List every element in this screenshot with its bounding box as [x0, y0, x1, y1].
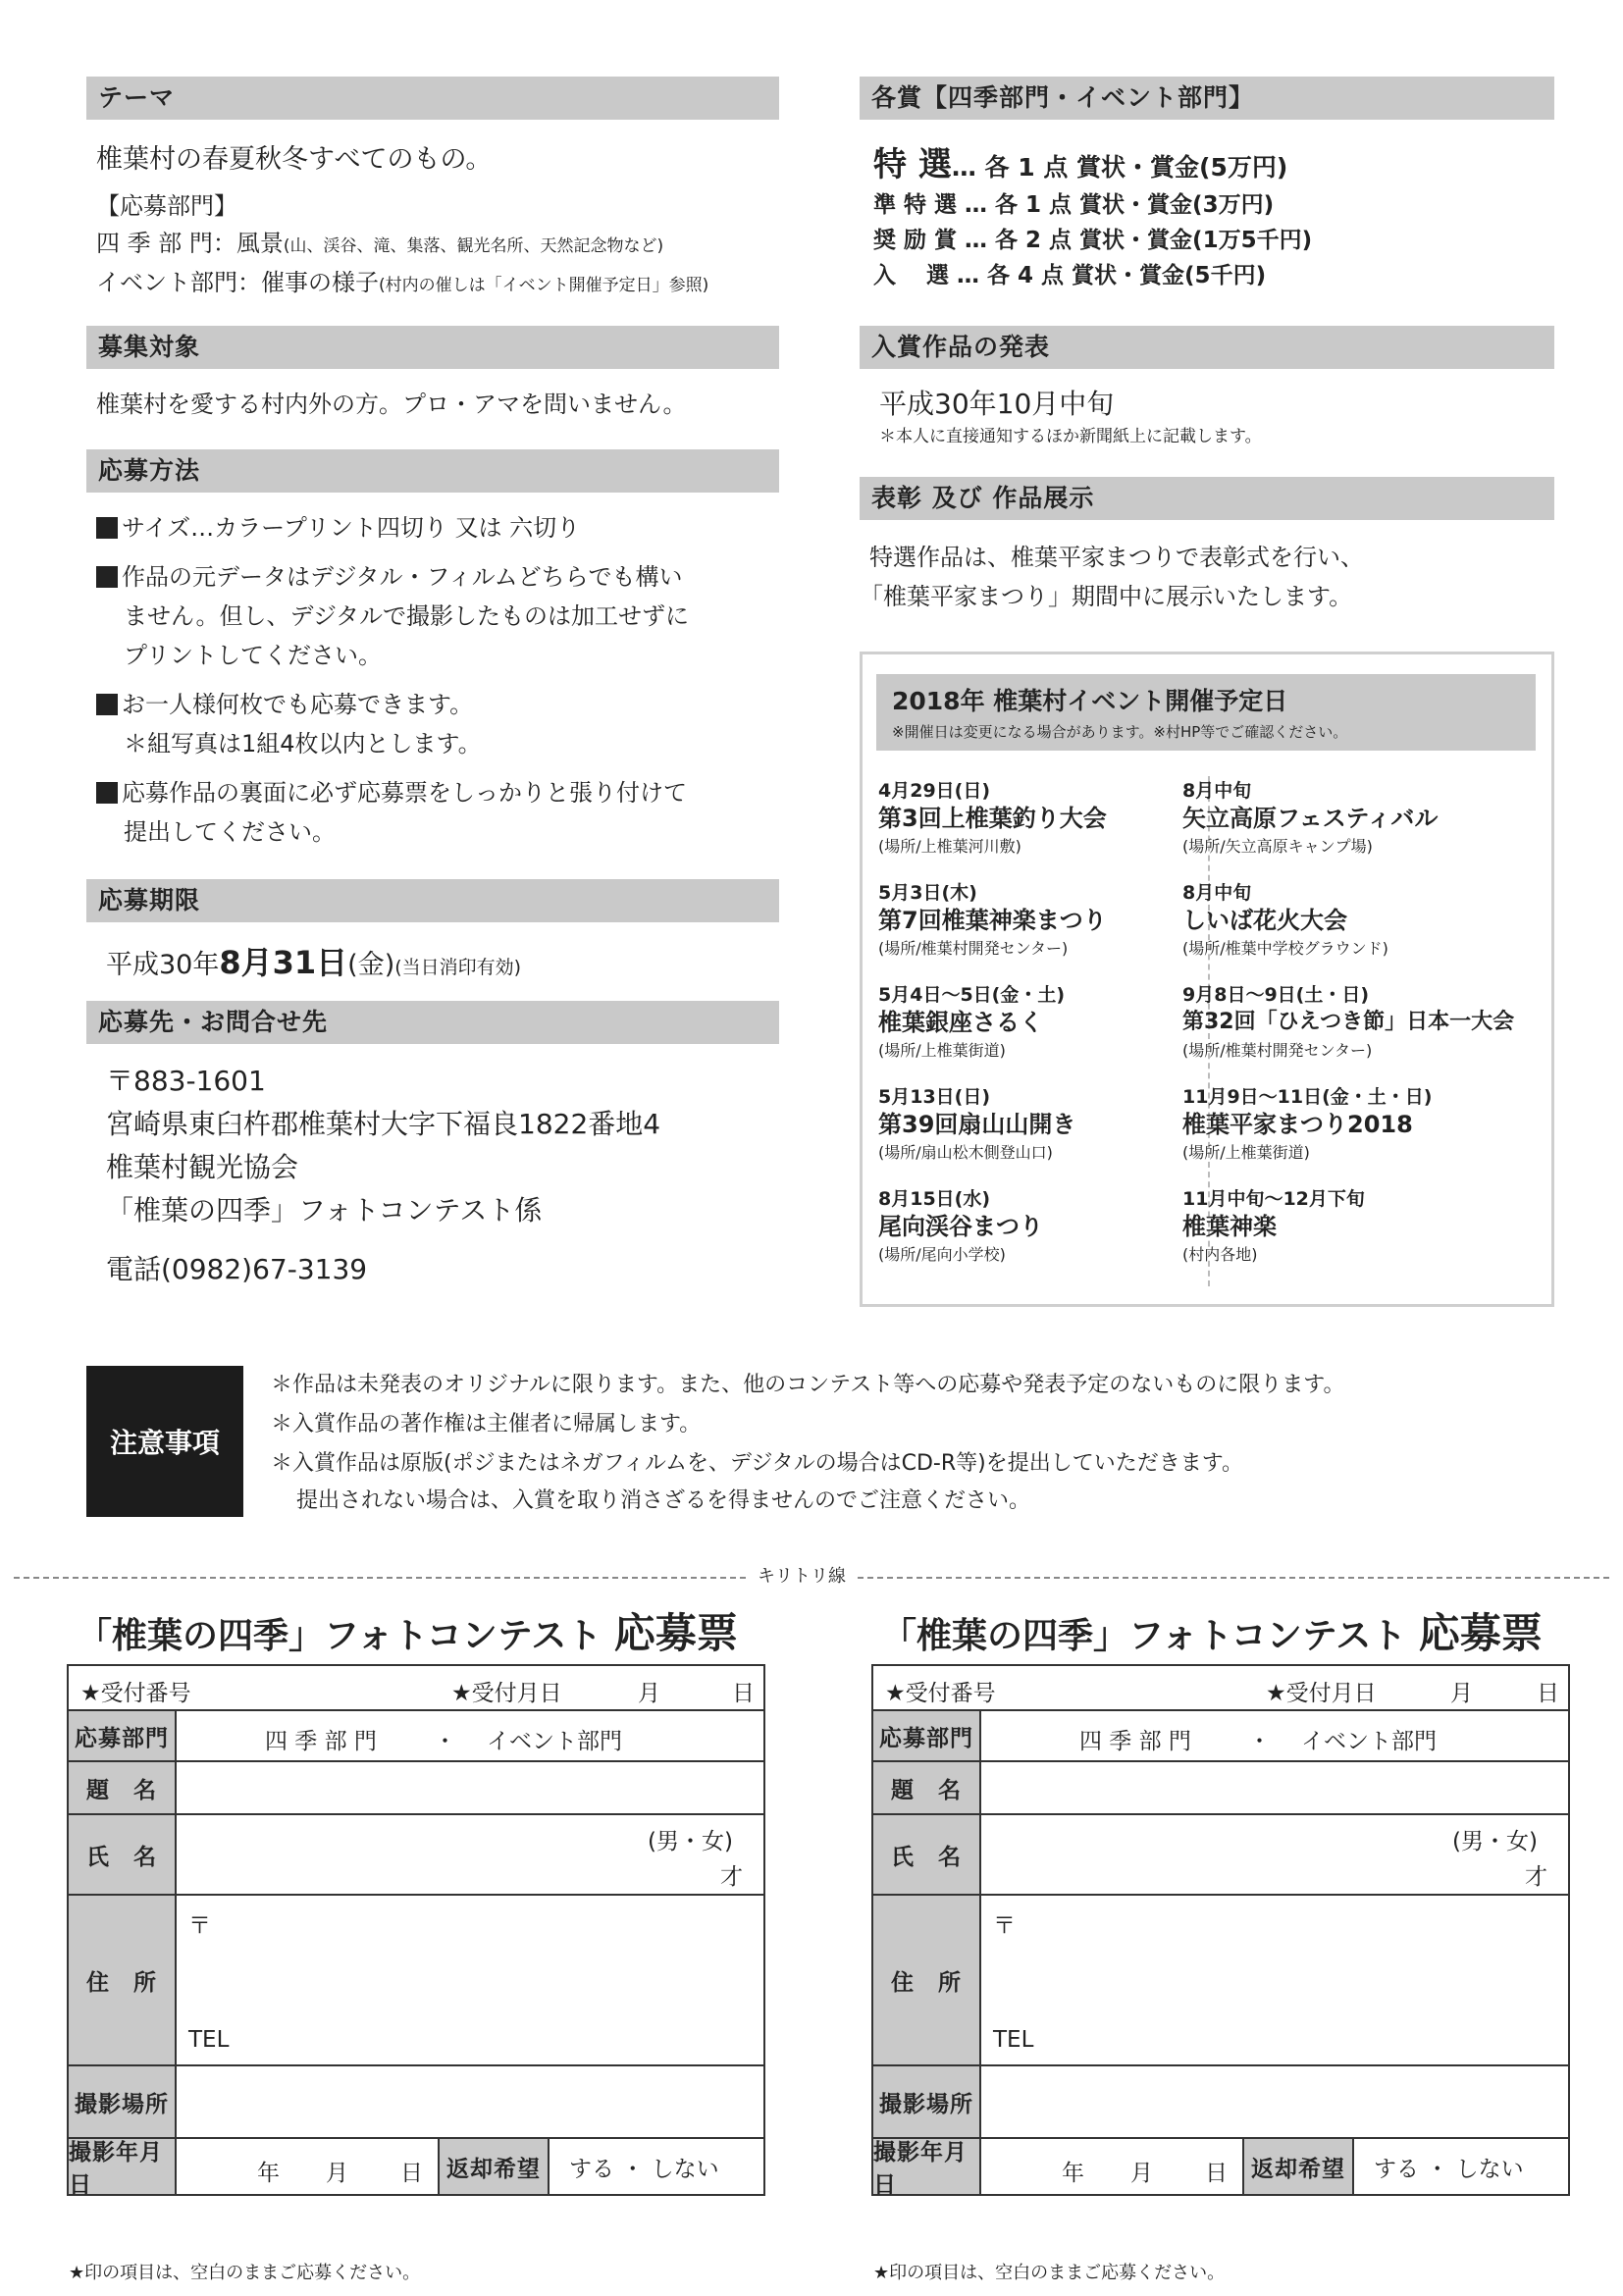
- dept-row[interactable]: 応募部門 四 季 部 門 ・ イベント部門: [69, 1711, 763, 1762]
- contact-address: 宮崎県東臼杵郡椎葉村大字下福良1822番地4: [106, 1108, 661, 1140]
- contact-phone: 電話(0982)67-3139: [106, 1253, 368, 1285]
- form-title-left: 「椎葉の四季」フォトコンテスト 応募票: [77, 1609, 738, 1657]
- notice-line-3: ＊入賞作品は原版(ポジまたはネガフィルムを、デジタルの場合はCD-R等)を提出していただきます。: [271, 1451, 1243, 1476]
- event-schedule-title: 2018年 椎葉村イベント開催予定日: [892, 687, 1288, 715]
- contact-header: 応募先・お問合せ先: [86, 1001, 779, 1044]
- dept-option-seasons[interactable]: 四 季 部 門: [1079, 1729, 1191, 1754]
- address-row[interactable]: 住 所 〒 TEL: [69, 1896, 763, 2066]
- bullet-square-icon: [96, 566, 118, 588]
- prize-special: 特 選… 各 1 点 賞状・賞金(5万円): [873, 145, 1288, 184]
- return-options[interactable]: する ・ しない: [1374, 2157, 1524, 2182]
- dept1-note: (山、渓谷、滝、集落、観光名所、天然記念物など): [283, 236, 664, 256]
- dept-title: 【応募部門】: [96, 192, 237, 220]
- contact-dept: 「椎葉の四季」フォトコンテスト係: [106, 1194, 543, 1226]
- award-line-1: 特選作品は、椎葉平家まつりで表彰式を行い、: [869, 544, 1364, 571]
- name-row[interactable]: 氏 名 (男・女) 才: [873, 1815, 1568, 1896]
- event-item: 5月13日(日) 第39回扇山山開き (場所/扇山松木側登山口): [878, 1086, 1076, 1162]
- event-item: 4月29日(日) 第3回上椎葉釣り大会 (場所/上椎葉河川敷): [878, 780, 1107, 856]
- notice-line-2: ＊入賞作品の著作権は主催者に帰属します。: [271, 1412, 702, 1436]
- event-schedule: [860, 652, 1554, 1307]
- method-item-1: サイズ…カラープリント四切り 又は 六切り: [96, 508, 580, 543]
- name-row[interactable]: 氏 名 (男・女) 才: [69, 1815, 763, 1896]
- dept2-label: イベント部門：: [96, 269, 261, 296]
- bullet-square-icon: [96, 517, 118, 539]
- date-row[interactable]: 撮影年月日 年 月 日 返却希望 する ・ しない: [69, 2140, 719, 2198]
- event-item: 11月中旬～12月下旬 椎葉神楽 (村内各地): [1182, 1188, 1365, 1264]
- event-item: 9月8日～9日(土・日) 第32回「ひえつき節」日本一大会 (場所/椎葉村開発センター): [1182, 984, 1515, 1060]
- deadline-header: 応募期限: [86, 879, 779, 922]
- event-item: 5月4日～5日(金・土) 椎葉銀座さるく (場所/上椎葉街道): [878, 984, 1066, 1060]
- title-row[interactable]: 題 名: [873, 1762, 1568, 1815]
- entry-form-right: [871, 1664, 1570, 2196]
- dept1-line: [96, 224, 663, 258]
- method-item-3: お一人様何枚でも応募できます。: [96, 685, 473, 719]
- event-item: 5月3日(木) 第7回椎葉神楽まつり (場所/椎葉村開発センター): [878, 882, 1107, 958]
- deadline-text: 平成30年8月31日(金)(当日消印有効): [106, 944, 522, 981]
- address-row[interactable]: 住 所 〒 TEL: [873, 1896, 1568, 2066]
- prize-encouragement: 奨 励 賞 … 各 2 点 賞状・賞金(1万5千円): [873, 228, 1313, 253]
- dept2-line: [96, 263, 708, 297]
- announce-note: ＊本人に直接通知するほか新聞紙上に記載します。: [879, 427, 1262, 446]
- dept2-main: 催事の様子: [261, 269, 379, 296]
- date-row[interactable]: 撮影年月日 年 月 日 返却希望 する ・ しない: [873, 2140, 1524, 2198]
- method-header: 応募方法: [86, 449, 779, 493]
- method-item-3-line-2: ＊組写真は1組4枚以内とします。: [124, 730, 482, 757]
- event-item: 8月中旬 矢立高原フェスティバル (場所/矢立高原キャンプ場): [1182, 780, 1439, 856]
- theme-header: テーマ: [86, 77, 779, 120]
- method-item-4-line-2: 提出してください。: [124, 818, 336, 846]
- award-header: 表彰 及び 作品展示: [860, 477, 1554, 520]
- place-row[interactable]: 撮影場所: [69, 2066, 763, 2139]
- announce-text: 平成30年10月中旬: [879, 388, 1115, 420]
- prize-selected: 入 選 … 各 4 点 賞状・賞金(5千円): [873, 263, 1267, 288]
- event-schedule-note: ※開催日は変更になる場合があります。※村HP等でご確認ください。: [892, 723, 1348, 741]
- prizes-header: 各賞【四季部門・イベント部門】: [860, 77, 1554, 120]
- dept-option-seasons[interactable]: 四 季 部 門: [265, 1729, 377, 1754]
- return-options[interactable]: する ・ しない: [569, 2157, 719, 2182]
- bullet-square-icon: [96, 694, 118, 715]
- form-footer-left: ★印の項目は、空白のままご応募ください。: [69, 2263, 421, 2283]
- dept2-note: (村内の催しは「イベント開催予定日」参照): [379, 276, 709, 295]
- place-row[interactable]: 撮影場所: [873, 2066, 1568, 2139]
- method-item-2: 作品の元データはデジタル・フィルムどちらでも構い: [96, 557, 682, 592]
- prize-semi-special: 準 特 選 … 各 1 点 賞状・賞金(3万円): [873, 192, 1275, 218]
- receipt-row: ★受付番号 ★受付月日 月 日: [69, 1666, 763, 1711]
- dept1-label: 四 季 部 門：: [96, 230, 236, 257]
- bullet-square-icon: [96, 782, 118, 804]
- method-item-2-line-2: ません。但し、デジタルで撮影したものは加工せずに: [124, 602, 689, 630]
- method-item-4: 応募作品の裏面に必ず応募票をしっかりと張り付けて: [96, 773, 687, 808]
- cut-line-label: キリトリ線: [746, 1562, 858, 1588]
- deadline-date: 8月31日: [219, 944, 348, 981]
- dept-option-event[interactable]: イベント部門: [1301, 1729, 1437, 1754]
- event-item: 11月9日～11日(金・土・日) 椎葉平家まつり2018 (場所/上椎葉街道): [1182, 1086, 1433, 1162]
- event-schedule-header: [876, 674, 1536, 751]
- notice-line-1: ＊作品は未発表のオリジナルに限ります。また、他のコンテスト等への応募や発表予定のないものに限ります。: [271, 1373, 1345, 1397]
- dept-row[interactable]: 応募部門 四 季 部 門 ・ イベント部門: [873, 1711, 1568, 1762]
- target-text: 椎葉村を愛する村内外の方。プロ・アマを問いません。: [96, 391, 687, 418]
- notice-line-4: 提出されない場合は、入賞を取り消さざるを得ませんのでご注意ください。: [296, 1488, 1031, 1513]
- award-line-2: 「椎葉平家まつり」期間中に展示いたします。: [860, 583, 1353, 610]
- event-item: 8月中旬 しいば花火大会 (場所/椎葉中学校グラウンド): [1182, 882, 1388, 958]
- target-header: 募集対象: [86, 326, 779, 369]
- form-title-right: 「椎葉の四季」フォトコンテスト 応募票: [881, 1609, 1543, 1657]
- receipt-row: ★受付番号 ★受付月日 月 日: [873, 1666, 1568, 1711]
- form-footer-right: ★印の項目は、空白のままご応募ください。: [873, 2263, 1226, 2283]
- notice-label: 注意事項: [86, 1366, 243, 1517]
- contact-org: 椎葉村観光協会: [106, 1151, 299, 1183]
- dept-option-event[interactable]: イベント部門: [487, 1729, 622, 1754]
- contact-postal: 〒883-1601: [106, 1065, 266, 1097]
- announce-header: 入賞作品の発表: [860, 326, 1554, 369]
- method-item-2-line-3: プリントしてください。: [124, 642, 383, 669]
- event-item: 8月15日(水) 尾向渓谷まつり (場所/尾向小学校): [878, 1188, 1043, 1264]
- theme-lead: 椎葉村の春夏秋冬すべてのもの。: [96, 144, 493, 175]
- entry-form-left: [67, 1664, 765, 2196]
- dept1-main: 風景: [236, 230, 284, 257]
- title-row[interactable]: 題 名: [69, 1762, 763, 1815]
